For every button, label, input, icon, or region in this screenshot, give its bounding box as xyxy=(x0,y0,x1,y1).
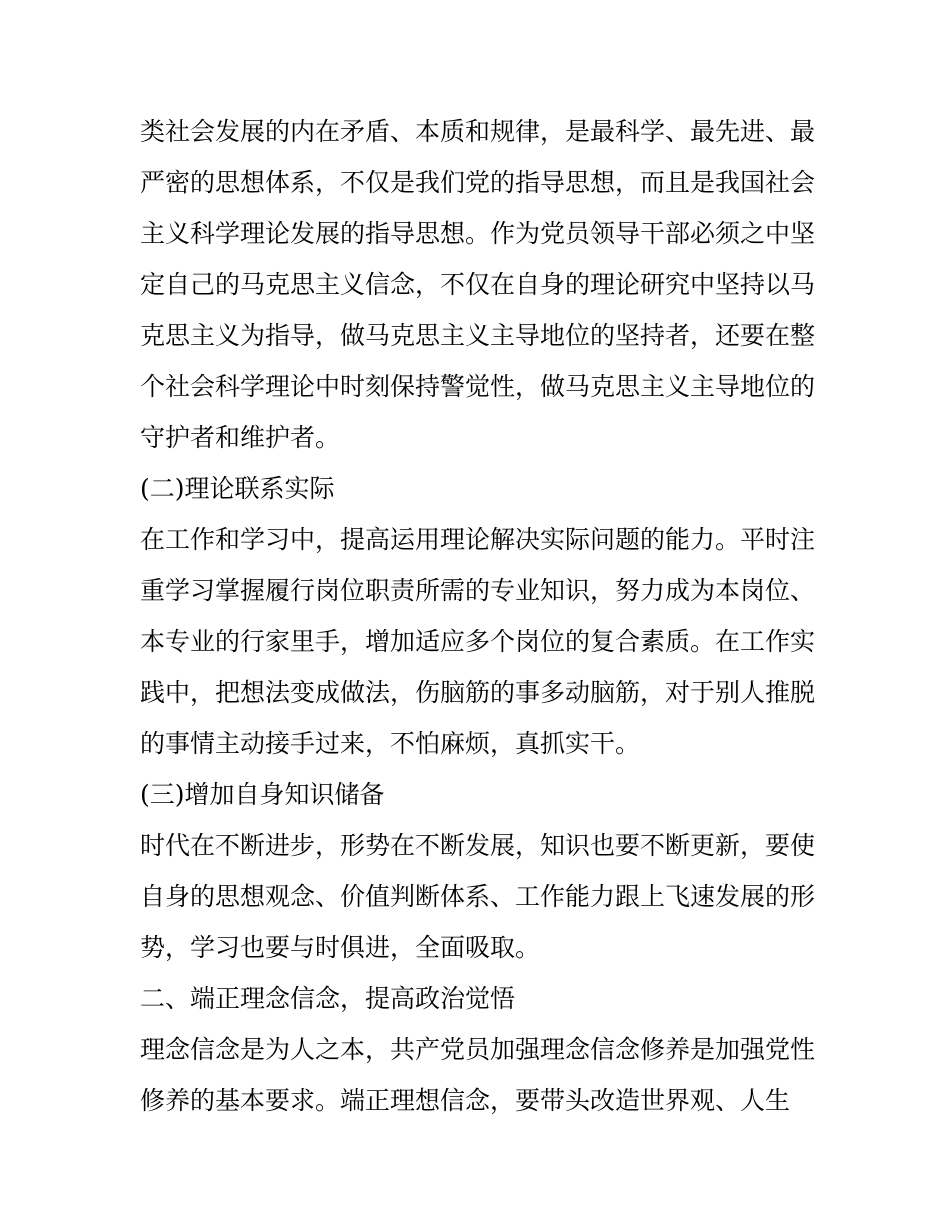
text-line: 自身的思想观念、价值判断体系、工作能力跟上飞速发展的形 xyxy=(140,882,816,911)
section-heading: (二)理论联系实际 xyxy=(140,474,335,503)
text-line: 主义科学理论发展的指导思想。作为党员领导干部必须之中坚 xyxy=(140,219,816,248)
text-line: 本专业的行家里手，增加适应多个岗位的复合素质。在工作实 xyxy=(140,627,816,656)
text-line: 的事情主动接手过来，不怕麻烦，真抓实干。 xyxy=(140,729,641,758)
text-line: 在工作和学习中，提高运用理论解决实际问题的能力。平时注 xyxy=(140,525,816,554)
text-line: 践中，把想法变成做法，伤脑筋的事多动脑筋，对于别人推脱 xyxy=(140,678,816,707)
text-line: 类社会发展的内在矛盾、本质和规律，是最科学、最先进、最 xyxy=(140,117,816,146)
text-line: 个社会科学理论中时刻保持警觉性，做马克思主义主导地位的 xyxy=(140,372,816,401)
text-line: 定自己的马克思主义信念，不仅在自身的理论研究中坚持以马 xyxy=(140,270,816,299)
text-line: 势，学习也要与时俱进，全面吸取。 xyxy=(140,933,541,962)
text-line: 时代在不断进步，形势在不断发展，知识也要不断更新，要使 xyxy=(140,831,816,860)
text-line: 理念信念是为人之本，共产党员加强理念信念修养是加强党性 xyxy=(140,1035,816,1064)
section-heading: (三)增加自身知识储备 xyxy=(140,780,385,809)
document-body xyxy=(140,106,820,1126)
section-heading: 二、端正理念信念，提高政治觉悟 xyxy=(140,984,516,1013)
text-line: 严密的思想体系，不仅是我们党的指导思想，而且是我国社会 xyxy=(140,168,816,197)
text-line: 修养的基本要求。端正理想信念，要带头改造世界观、人生 xyxy=(140,1086,791,1115)
text-line: 重学习掌握履行岗位职责所需的专业知识，努力成为本岗位、 xyxy=(140,576,816,605)
text-line: 克思主义为指导，做马克思主义主导地位的坚持者，还要在整 xyxy=(140,321,816,350)
text-line: 守护者和维护者。 xyxy=(140,423,341,452)
